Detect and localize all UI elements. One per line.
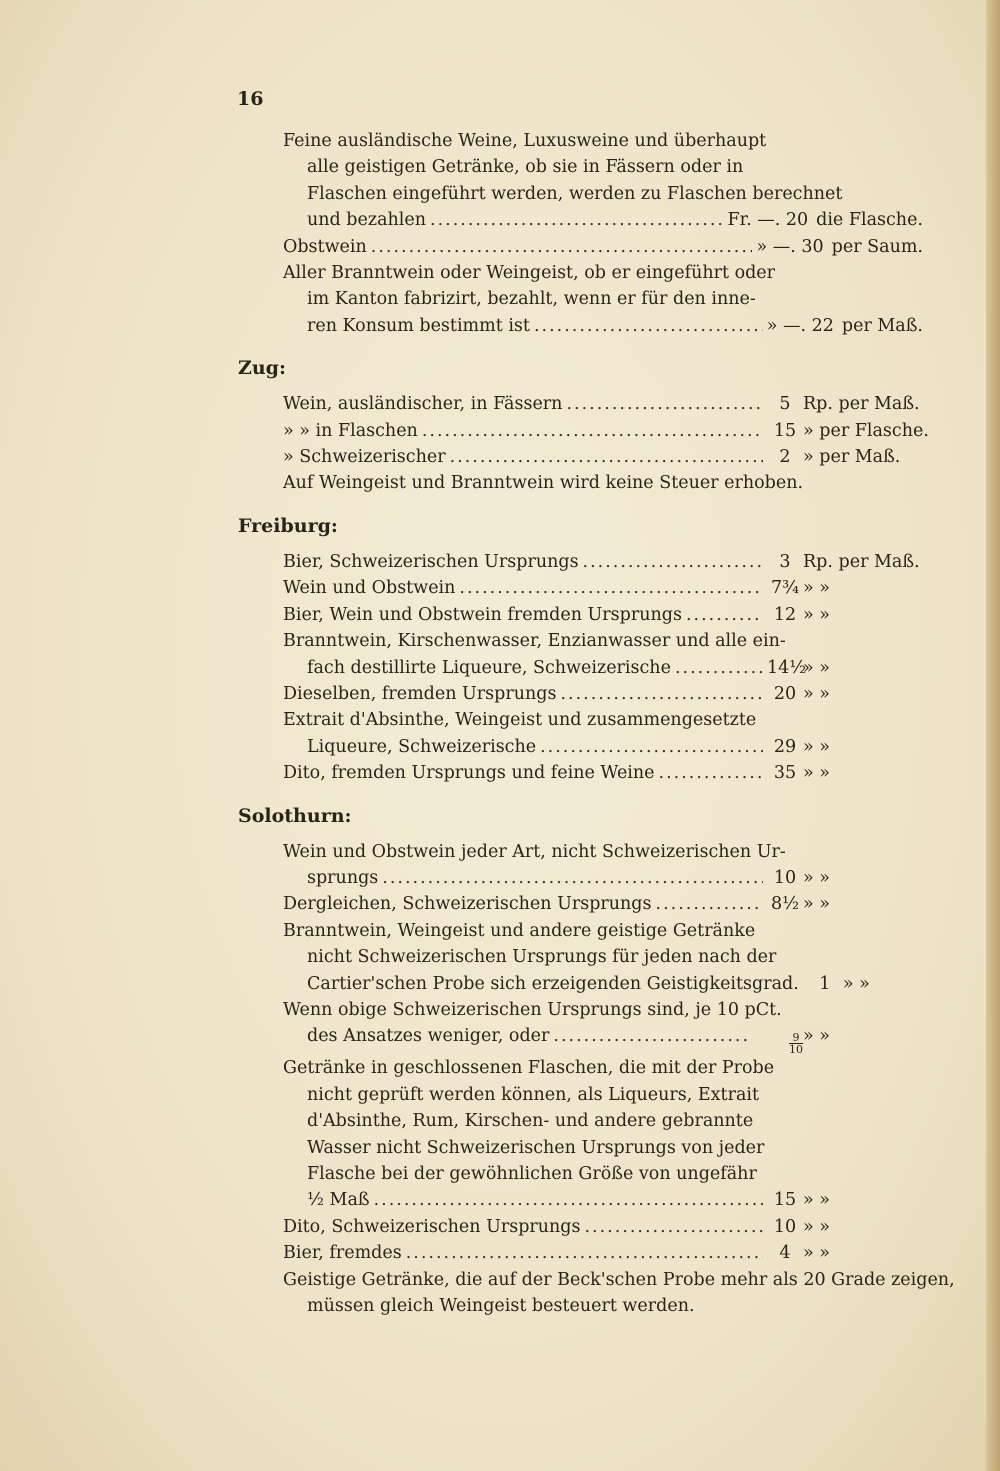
- row-value: 1: [819, 973, 831, 994]
- row-unit: » »: [803, 578, 830, 599]
- row-description: Branntwein, Kirschenwasser, Enzianwasser und alle ein-: [283, 631, 786, 652]
- row-value: 3: [779, 551, 791, 572]
- row-unit: » »: [842, 973, 870, 994]
- dot-leader: [450, 444, 763, 470]
- intro-line-3: Flaschen eingeführt werden, werden zu Flaschen berechnet: [307, 183, 843, 204]
- row-description: Dito, fremden Ursprungs und feine Weine: [283, 763, 655, 784]
- dot-leader: [459, 575, 763, 601]
- dot-leader: [540, 734, 763, 760]
- intro-line-2: alle geistigen Getränke, ob sie in Fässern oder in: [307, 157, 744, 178]
- table-row: [283, 918, 923, 944]
- row-unit: » »: [803, 683, 830, 704]
- table-row: [283, 1187, 923, 1213]
- row-unit: » »: [803, 763, 830, 784]
- table-row: [283, 1135, 923, 1161]
- solothurn-final-line-2: müssen gleich Weingeist besteuert werden.: [307, 1296, 695, 1317]
- table-row: [283, 681, 923, 707]
- row-value: 14½: [767, 657, 807, 678]
- dot-leader: [560, 681, 763, 707]
- dot-leader: [422, 418, 763, 444]
- dot-leader: [382, 865, 763, 891]
- table-row: [283, 865, 923, 891]
- row-unit: » »: [803, 604, 830, 625]
- row-unit: » »: [803, 1026, 830, 1047]
- row-value: » —. 22: [766, 315, 834, 336]
- row-description: Wasser nicht Schweizerischen Ursprungs von jeder: [307, 1137, 765, 1158]
- table-row: [283, 602, 923, 628]
- row-unit: » »: [803, 894, 830, 915]
- table-row: [283, 707, 923, 733]
- row-description: Dito, Schweizerischen Ursprungs: [283, 1216, 581, 1237]
- solothurn-rows: [283, 839, 923, 1267]
- row-description: Wein und Obstwein: [283, 578, 456, 599]
- dot-leader: [374, 1187, 763, 1213]
- row-description: Liqueure, Schweizerische: [307, 736, 537, 757]
- row-value: [753, 1028, 789, 1054]
- zug-rows: [283, 391, 929, 470]
- intro-row-konsum: [283, 313, 923, 339]
- section-heading-solothurn: Solothurn:: [238, 804, 352, 827]
- table-row: [283, 628, 923, 654]
- row-value: 12: [773, 604, 797, 625]
- row-value: 10: [773, 1216, 797, 1237]
- table-row: [283, 444, 923, 470]
- dot-leader: [583, 549, 763, 575]
- row-description: Obstwein: [283, 236, 367, 257]
- row-value: 5: [779, 394, 791, 415]
- section-heading-freiburg: Freiburg:: [238, 514, 338, 537]
- page-edge: [986, 0, 1000, 1471]
- fraction: $\frac{9}{10}$: [789, 1031, 803, 1057]
- dot-leader: [686, 602, 763, 628]
- row-description: Bier, Schweizerischen Ursprungs: [283, 551, 579, 572]
- intro-row-flasche: [283, 207, 923, 233]
- table-row: [283, 1082, 923, 1108]
- row-description: d'Absinthe, Rum, Kirschen- und andere gebrannte: [307, 1111, 754, 1132]
- row-description: Extrait d'Absinthe, Weingeist und zusammengesetzte: [283, 710, 757, 731]
- row-value: 29: [773, 736, 797, 757]
- row-value: 2: [779, 447, 791, 468]
- row-description: Wein und Obstwein jeder Art, nicht Schweizerischen Ur-: [283, 841, 786, 862]
- row-description: nicht geprüft werden können, als Liqueurs, Extrait: [307, 1084, 760, 1105]
- dot-leader: [584, 1214, 763, 1240]
- table-row: [283, 575, 923, 601]
- dot-leader: [534, 313, 763, 339]
- table-row: [283, 760, 923, 786]
- row-unit: » »: [803, 736, 830, 757]
- row-unit: per Saum.: [831, 236, 923, 257]
- row-value: 35: [773, 763, 797, 784]
- freiburg-rows: [283, 549, 923, 787]
- row-description: ren Konsum bestimmt ist: [307, 315, 530, 336]
- table-row: [283, 997, 923, 1023]
- dot-leader: [566, 391, 763, 417]
- row-unit: » »: [803, 1216, 830, 1237]
- row-value: 20: [773, 683, 797, 704]
- row-description: und bezahlen: [307, 210, 427, 231]
- row-unit: » »: [803, 657, 830, 678]
- row-unit: Rp. per Maß.: [803, 551, 920, 572]
- row-description: Branntwein, Weingeist und andere geistige Getränke: [283, 920, 756, 941]
- row-description: Dergleichen, Schweizerischen Ursprungs: [283, 894, 652, 915]
- table-row: [283, 734, 923, 760]
- table-row: [283, 1055, 923, 1081]
- table-row: [283, 418, 929, 444]
- row-description: Wenn obige Schweizerischen Ursprungs sind, je 10 pCt.: [283, 999, 782, 1020]
- row-description: » » in Flaschen: [283, 420, 418, 441]
- row-unit: » »: [803, 867, 830, 888]
- table-row: [283, 1214, 923, 1240]
- row-value: 15: [773, 420, 797, 441]
- row-description: Cartier'schen Probe sich erzeigenden Geistigkeitsgrad.: [307, 973, 799, 994]
- dot-leader: [371, 234, 753, 260]
- row-value: 4: [779, 1243, 791, 1264]
- table-row: [283, 1108, 923, 1134]
- row-value: 10: [773, 867, 797, 888]
- brannt-line-1: Aller Branntwein oder Weingeist, ob er eingeführt oder: [283, 263, 776, 284]
- row-description: Getränke in geschlossenen Flaschen, die mit der Probe: [283, 1058, 775, 1079]
- section-heading-zug: Zug:: [238, 357, 286, 380]
- row-unit: die Flasche.: [816, 210, 923, 231]
- row-value: 8½: [770, 894, 800, 915]
- document-body: [238, 128, 955, 1319]
- dot-leader: [656, 891, 764, 917]
- table-row: [283, 391, 923, 417]
- dot-leader: [553, 1023, 749, 1049]
- dot-leader: [659, 760, 763, 786]
- row-unit: Rp. per Maß.: [803, 394, 920, 415]
- row-unit: » »: [803, 1243, 830, 1264]
- row-description: Bier, fremdes: [283, 1243, 402, 1264]
- table-row: [283, 549, 923, 575]
- table-row: [283, 971, 923, 997]
- zug-note: Auf Weingeist und Branntwein wird keine Steuer erhoben.: [283, 473, 804, 494]
- row-description: Bier, Wein und Obstwein fremden Ursprungs: [283, 604, 682, 625]
- row-unit: » per Maß.: [803, 447, 901, 468]
- row-description: des Ansatzes weniger, oder: [307, 1026, 550, 1047]
- intro-line-1: Feine ausländische Weine, Luxusweine und überhaupt: [283, 131, 767, 151]
- row-description: Flasche bei der gewöhnlichen Größe von ungefähr: [307, 1164, 757, 1184]
- row-description: sprungs: [307, 867, 379, 888]
- row-unit: per Maß.: [841, 315, 923, 336]
- dot-leader: [430, 207, 724, 233]
- table-row: [283, 1240, 923, 1266]
- table-row: [283, 1161, 923, 1187]
- table-row: [283, 891, 923, 917]
- row-value: Fr. —. 20: [727, 210, 809, 231]
- row-value: 15: [773, 1190, 797, 1211]
- row-description: » Schweizerischer: [283, 447, 446, 468]
- page-number: 16: [237, 88, 264, 110]
- row-description: fach destillirte Liqueure, Schweizerische: [307, 657, 671, 678]
- row-value: 7¾: [770, 578, 800, 599]
- row-description: ½ Maß: [307, 1190, 370, 1211]
- row-value: » —. 30: [756, 236, 824, 257]
- brannt-line-2: im Kanton fabrizirt, bezahlt, wenn er für den inne-: [307, 289, 756, 310]
- row-description: nicht Schweizerischen Ursprungs für jeden nach der: [307, 947, 777, 968]
- dot-leader: [406, 1240, 763, 1266]
- row-description: Dieselben, fremden Ursprungs: [283, 683, 557, 704]
- dot-leader: [675, 655, 763, 681]
- row-unit: » per Flasche.: [803, 420, 929, 441]
- row-description: Wein, ausländischer, in Fässern: [283, 394, 563, 415]
- row-unit: » »: [803, 1190, 830, 1211]
- table-row: [283, 944, 923, 970]
- intro-row-obstwein: [283, 234, 923, 260]
- table-row: [283, 655, 923, 681]
- solothurn-final-line-1: Geistige Getränke, die auf der Beck'schen Probe mehr als 20 Grade zeigen,: [283, 1269, 955, 1290]
- table-row: [283, 1023, 923, 1055]
- table-row: [283, 839, 923, 865]
